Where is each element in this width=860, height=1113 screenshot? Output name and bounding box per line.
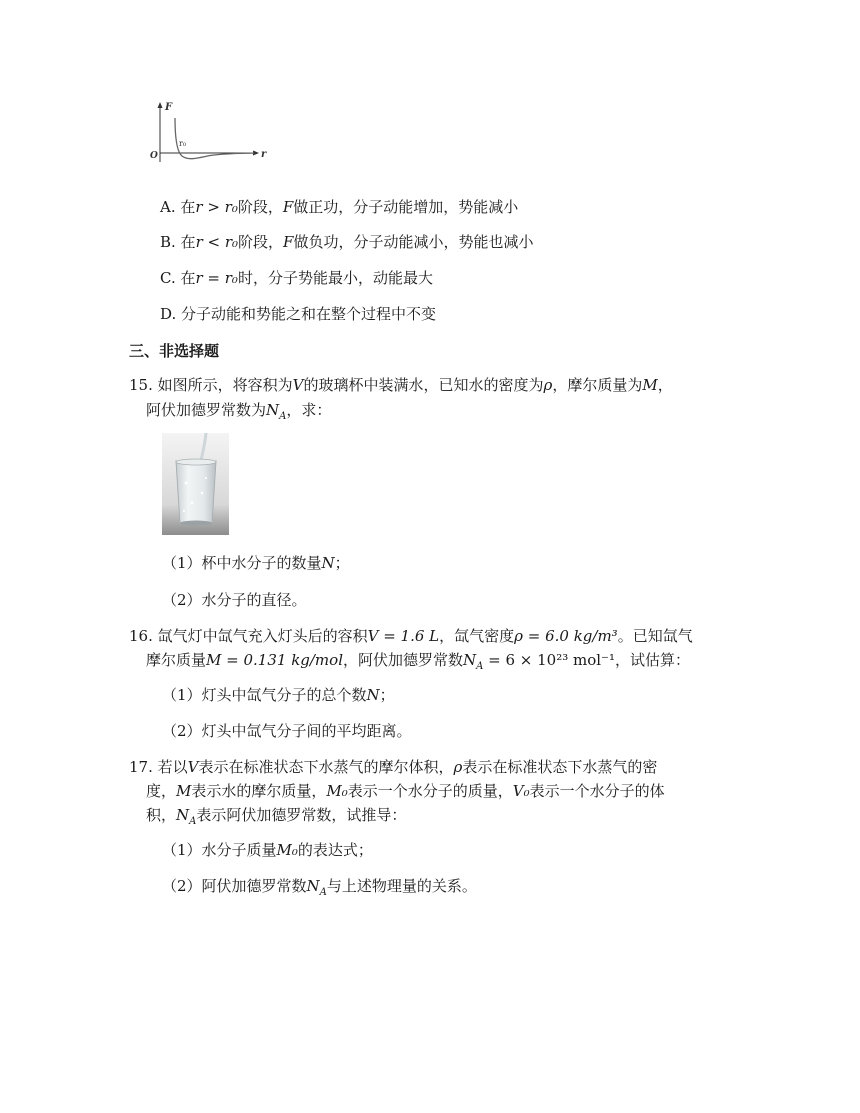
q15-sub1: （1）杯中水分子的数量N； bbox=[162, 554, 350, 572]
q15-line1: 15. 如图所示，将容积为V的玻璃杯中装满水，已知水的密度为ρ，摩尔质量为M， bbox=[129, 376, 673, 394]
y-axis-arrow bbox=[158, 102, 163, 108]
q17-sub1: （1）水分子质量M₀的表达式； bbox=[162, 841, 373, 859]
origin-label: O bbox=[150, 151, 158, 161]
glass-body bbox=[176, 461, 216, 523]
axis-label-f: F bbox=[165, 102, 173, 113]
q16-sub1: （1）灯头中氙气分子的总个数N； bbox=[162, 686, 395, 704]
force-distance-graph bbox=[150, 100, 275, 166]
q16-line1: 16. 氙气灯中氙气充入灯头后的容积V = 1.6 L，氙气密度ρ = 6.0 kg/m³。已知氙气 bbox=[129, 627, 693, 645]
q16-sub2: （2）灯头中氙气分子间的平均距离。 bbox=[162, 722, 412, 740]
q17-line1: 17. 若以V表示在标准状态下水蒸气的摩尔体积，ρ表示在标准状态下水蒸气的密 bbox=[129, 758, 658, 776]
q15-line2: 阿伏加德罗常数为$N_A$，求： bbox=[146, 401, 332, 422]
q17-line3: 积，$N_A$表示阿伏加德罗常数，试推导： bbox=[146, 806, 407, 827]
option-a: A. 在r > r₀阶段，F做正功，分子动能增加，势能减小 bbox=[160, 198, 519, 216]
option-d: D. 分子动能和势能之和在整个过程中不变 bbox=[160, 305, 437, 323]
glass-of-water-image bbox=[162, 433, 229, 535]
q17-line2: 度，M表示水的摩尔质量，M₀表示一个水分子的质量，V₀表示一个水分子的体 bbox=[146, 782, 665, 800]
glass-base bbox=[180, 521, 212, 526]
section-heading: 三、非选择题 bbox=[129, 342, 220, 360]
q15-sub2: （2）水分子的直径。 bbox=[162, 591, 307, 609]
q16-line2: 摩尔质量M = 0.131 kg/mol，阿伏加德罗常数$N_A = 6 \times 10^{23}$ mol⁻¹，试估算： bbox=[146, 651, 691, 672]
r0-label: r₀ bbox=[179, 139, 187, 148]
q17-sub2: （2）阿伏加德罗常数$N_A$与上述物理量的关系。 bbox=[162, 877, 477, 898]
option-c: C. 在r = r₀时，分子势能最小，动能最大 bbox=[160, 269, 433, 287]
option-b: B. 在r < r₀阶段，F做负功，分子动能减小，势能也减小 bbox=[160, 233, 534, 251]
glass-rim bbox=[176, 459, 216, 465]
axis-label-r: r bbox=[261, 149, 267, 160]
